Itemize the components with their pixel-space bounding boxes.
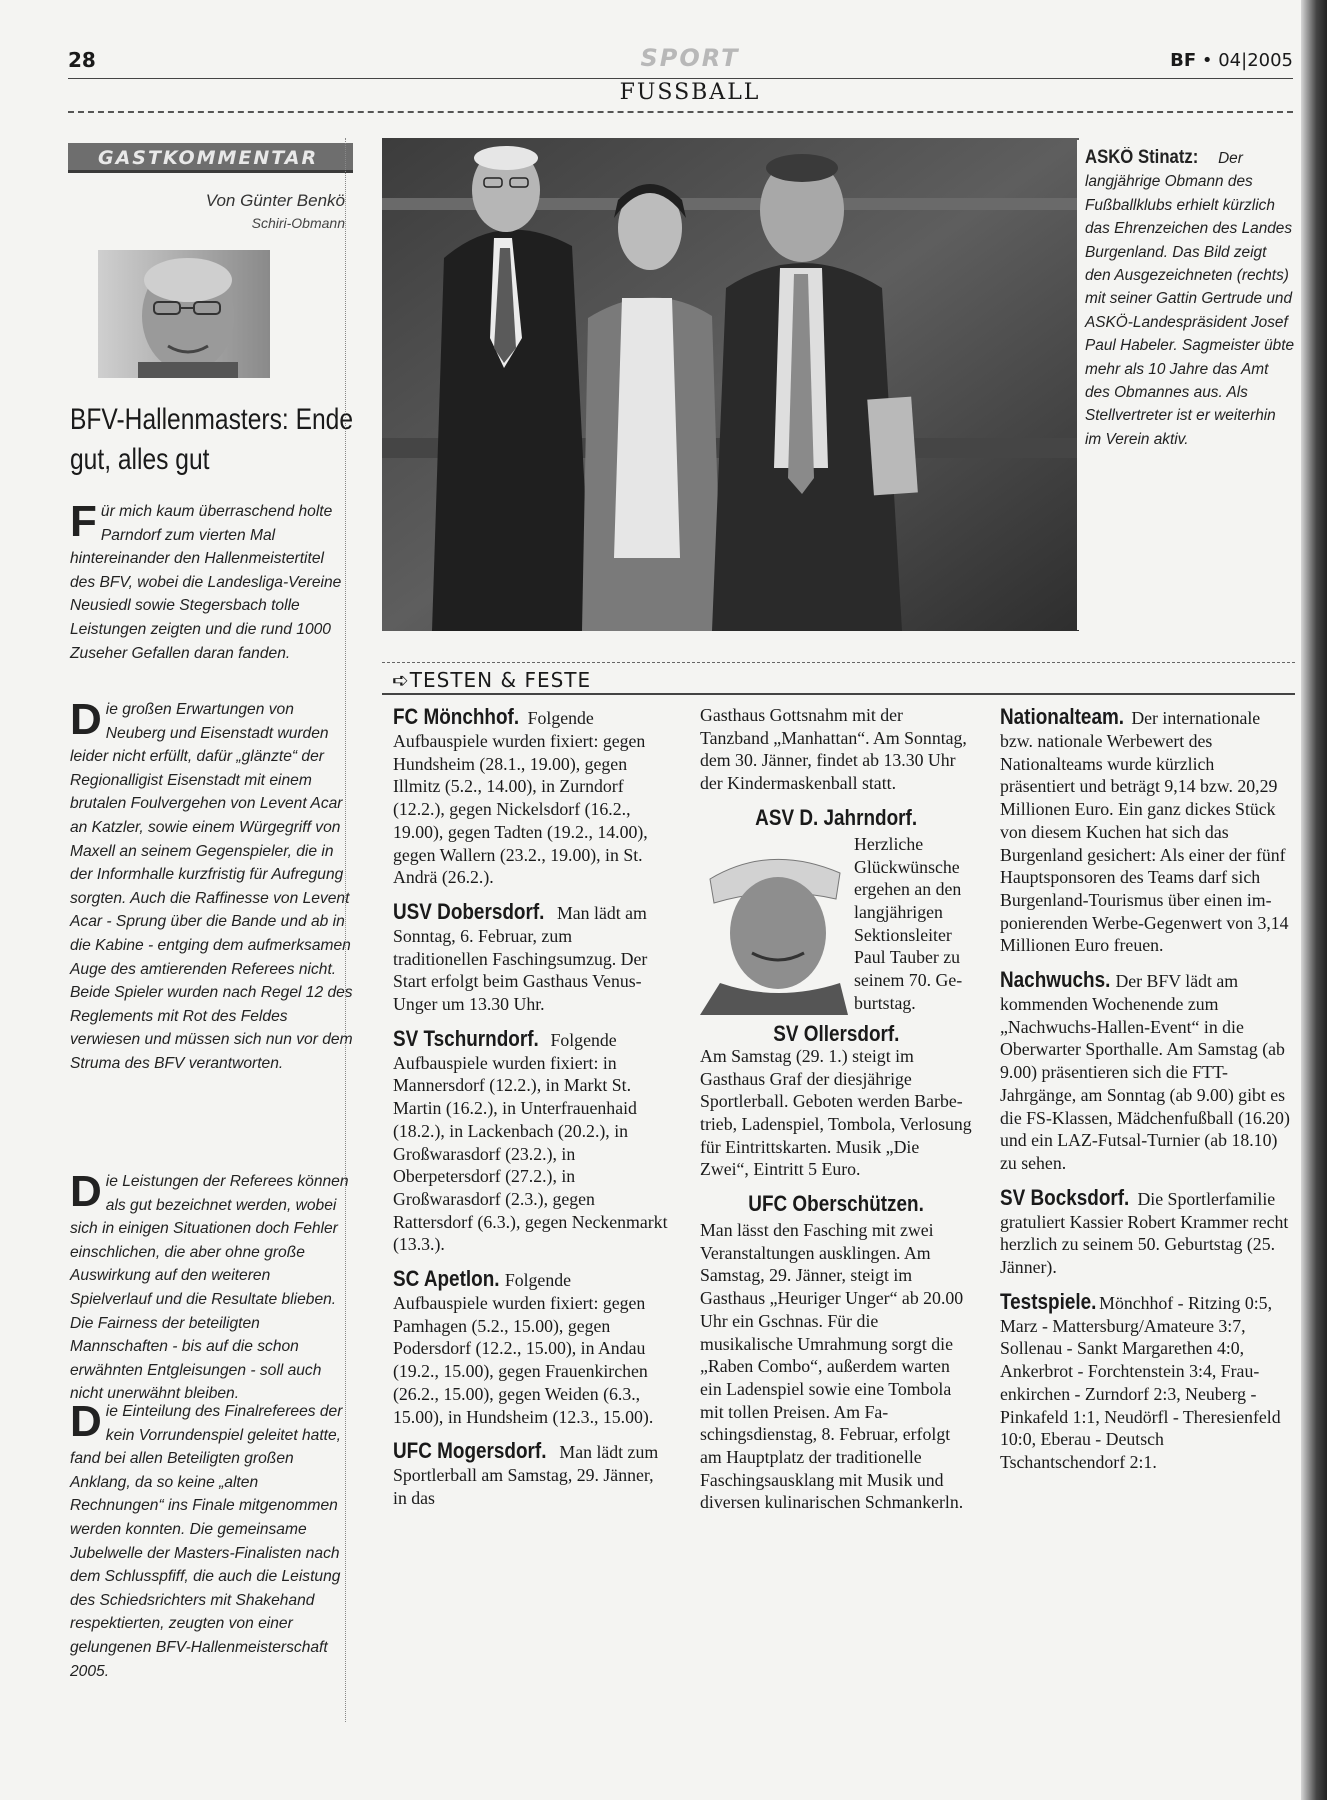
commentary-paragraph — [70, 695, 353, 1076]
news-headline-text: ASV D. Jahrndorf. — [755, 804, 917, 830]
author-name: Von Günter Benkö — [205, 191, 345, 210]
news-headline: Nachwuchs. — [1000, 967, 1111, 993]
news-item — [1000, 1289, 1290, 1474]
news-item — [393, 1266, 668, 1428]
paragraph-text: ür mich kaum überraschend holte Parndorf zum vierten Mal hintereinander den Hallenmeistertitel des BFV, wobei die Landesliga-Vereine Neusiedl sowie Stegersbach tolle Leistungen zeigten und die rund 1000 Zuseher Gefallen daran fanden. — [70, 503, 342, 662]
section-title: SPORT — [640, 44, 740, 72]
news-headline — [700, 1021, 972, 1047]
news-text: Folgende Aufbauspiele wurden fixiert: gegen Hundsheim (28.1., 19.00), gegen Illmitz (5.2., 14.00), in Zurndorf (12.2.), gegen Nickelsdorf (16.2., 19.00), gegen Tadten (19.2., 14.00), gegen Wallern (23.2., 19.00), in St. Andrä (26.2.). — [393, 708, 648, 888]
news-text: Am Samstag (29. 1.) steigt im Gasthaus Graf der diesjährige Sportlerball. Geboten werden Barbetrieb, Ladenspiel, Tombola, Verlosung für Eintrittskarten. Musik „Die Zwei“, Eintritt 5 Euro. — [700, 1045, 972, 1180]
news-text: Man lädt zum Sportlerball am Samstag, 29. Jänner, in das — [393, 1442, 659, 1508]
commentary-title: BFV-Hallenmasters: Ende gut, alles gut — [70, 403, 354, 476]
publication-name: BF — [1170, 50, 1197, 71]
section-rule — [382, 693, 1295, 695]
paragraph-text: ie großen Erwartungen von Neuberg und Eisenstadt wurden leider nicht erfüllt, dafür „glänzte“ der Regionalligist Eisenstadt mit einem brutalen Foulvergehen von Levent Acar an Katzler, sowie einem Würgegriff von Maxell an seinem Gegenspieler, die in der Informhalle kurzfristig für Aufregung sorgten. Auch die Raffinesse von Levent Acar - Sprung über die Bande und ab in die Kabine - entging dem aufmerksamen Auge des amtierenden Referees nicht. Beide Spieler wurden nach Regel 12 des Reglements mit Rot des Feldes verwiesen und müssen sich nun vor dem Struma des BFV verantworten. — [70, 701, 353, 1072]
author-block — [206, 190, 345, 234]
commentary-tag: GASTKOMMENTAR — [68, 143, 353, 173]
paragraph-text: ie Einteilung des Finalreferees der kein Vorrundenspiel geleitet hatte, fand bei allen Beteiligten großen Anklang, da so keine „alten Rechnungen“ ins Finale mitgenommen werden konnten. Die gemeinsame Jubelwelle der Masters-Finalisten nach dem Schlusspfiff, die auch die Leistung des Schiedsrichters mit Shakehand respektierten, zeugten von einer gelungenen BFV-Hallenmeisterschaft 2005. — [70, 1403, 343, 1680]
news-text: Die Sportlerfamilie gratuliert Kassier Robert Krammer recht herzlich zu seinem 50. Geburtstag (25. Jänner). — [1000, 1188, 1289, 1278]
author-role: Schiri-Obmann — [251, 215, 345, 231]
news-headline-text: SV Ollersdorf. — [772, 1020, 900, 1046]
news-item — [1000, 967, 1290, 1175]
news-headline-text: UFC Oberschützen. — [748, 1191, 924, 1217]
guest-commentary — [68, 138, 355, 1738]
news-item — [393, 899, 668, 1016]
photo-caption — [1077, 140, 1303, 630]
section-heading — [392, 668, 591, 692]
news-photo — [382, 138, 1079, 631]
news-column-3 — [1000, 704, 1290, 1484]
portrait-photo — [700, 833, 848, 1015]
commentary-paragraph — [70, 1167, 353, 1406]
section-dashed-rule — [382, 662, 1295, 663]
news-column-1 — [393, 704, 668, 1520]
news-text: Man lässt den Fasching mit zwei Veranstaltungen ausklingen. Am Samstag, 29. Jänner, steigt im Gasthaus „Heuriger Unger“ ab 20.00 Uhr ein Gschnas. Für die musikalische Umrahmung sorgt die „Raben Combo“, außerdem warten ein Ladenspiel sowie eine Tombola mit tollen Preisen. Am Faschingsdienstag, 8. Februar, erfolgt am Hauptplatz der traditionelle Faschingsausklang mit Musik und diversen kulinarischen Schmankerln. — [700, 1220, 964, 1513]
column-divider — [345, 138, 346, 1722]
news-headline: SV Tschurndorf. — [393, 1025, 539, 1051]
news-headline: USV Dobersdorf. — [393, 898, 545, 924]
header-rule — [68, 78, 1293, 79]
news-item — [1000, 704, 1290, 957]
news-item — [393, 704, 668, 889]
arrow-icon: ➪ — [392, 668, 410, 692]
drop-cap: D — [70, 1167, 102, 1216]
news-item — [700, 833, 972, 1015]
bullet: • — [1201, 50, 1213, 71]
news-headline: SC Apetlon. — [393, 1266, 500, 1292]
subsection-title: FUSSBALL — [619, 80, 761, 105]
news-column-2 — [700, 704, 972, 1524]
news-item — [393, 1438, 668, 1509]
news-headline: Nationalteam. — [1000, 704, 1125, 729]
drop-cap: D — [70, 1397, 102, 1446]
section-heading-text: TESTEN & FESTE — [409, 668, 592, 692]
issue-info — [1170, 50, 1293, 71]
caption-text: Der langjährige Obmann des Fußballklubs erhielt kürzlich das Ehrenzeichen des Landes Burgenland. Das Bild zeigt den Ausgezeichneten (rechts) mit seiner Gattin Gertrude und ASKÖ-Landespräsident Josef Paul Habeler. Sagmeister übte mehr als 10 Jahre das Amt des Obmannes aus. Als Stellvertreter ist er weiterhin im Verein aktiv. — [1085, 150, 1295, 448]
page-number: 28 — [68, 48, 96, 72]
news-text: Folgende Aufbauspiele wurden fixiert: in Mannersdorf (12.2.), in Markt St. Martin (16.2.), in Unterfrauenhaid (18.2.), in Lackenbach (20.2.), in Großwarasdorf (23.2.), in Oberpetersdorf (27.2.), in Großwarasdorf (2.3.), gegen Rattersdorf (6.3.), gegen Neckenmarkt (13.3.). — [393, 1029, 668, 1255]
header-dashed-rule — [68, 111, 1293, 113]
news-text: Der internationale bzw. nationale Werbewert des Nationalteams wurde kürzlich präsentiert und beträgt 9,14 bzw. 20,29 Millionen Euro. Ein ganz dickes Stück von diesem Kuchen hat sich das Burgenland gesichert: Als einer der fünf Hauptsponsoren des Teams darf sich Burgenland-Tourismus über einen imponierenden Werbe-Gegenwert von 3,14 Millionen Euro freuen. — [1000, 708, 1289, 956]
news-text: Der BFV lädt am kommenden Wochenende zum „Nachwuchs-Hallen-Event“ in die Oberwarter Sporthalle. Am Samstag (ab 9.00) präsentieren sich die FTT-Jahrgänge, am Sonntag (ab 9.00) gibt es die FS-Klassen, Mädchenfußball (16.20) und ein LAZ-Futsal-Turnier (ab 18.10) zu sehen. — [1000, 971, 1290, 1173]
drop-cap: F — [70, 497, 97, 546]
news-headline — [700, 1191, 972, 1217]
paragraph-text: ie Leistungen der Referees können als gut bezeichnet werden, wobei sich in einigen Situationen doch Fehler einschlichen, die aber ohne große Auswirkung auf den weiteren Spielverlauf und die Resultate blieben. Die Fairness der beteiligten Mannschaften - bis auf die schon erwähnten Entgleisungen - soll auch nicht unerwähnt bleiben. — [70, 1173, 349, 1403]
news-headline: SV Bocksdorf. — [1000, 1184, 1130, 1210]
news-item — [1000, 1185, 1290, 1279]
news-continuation: Gasthaus Gottsnahm mit der Tanzband „Manhattan“. Am Sonntag, dem 30. Jänner, findet ab 13.30 Uhr der Kindermaskenball statt. — [700, 705, 967, 794]
news-headline: UFC Mogersdorf. — [393, 1438, 547, 1464]
caption-lead: ASKÖ Stinatz: — [1085, 147, 1199, 168]
commentary-paragraph — [70, 1397, 353, 1683]
author-portrait — [98, 250, 270, 378]
news-headline: Testspiele. — [1000, 1288, 1097, 1314]
news-text: Man lädt am Sonntag, 6. Februar, zum traditionellen Faschingsumzug. Der Start erfolgt beim Gasthaus Venus-Unger um 13.30 Uhr. — [393, 902, 648, 1015]
scan-edge-shadow — [1301, 0, 1327, 1800]
drop-cap: D — [70, 695, 102, 744]
news-headline: FC Mönchhof. — [393, 704, 520, 729]
news-text: Folgende Aufbauspiele wurden fixiert: gegen Pamhagen (5.2., 15.00), gegen Podersdorf (12.2., 15.00), in Andau (19.2., 15.00), gegen Frauenkirchen (26.2., 15.00), gegen Weiden (6.3., 15.00), in Hundsheim (12.3., 15.00). — [393, 1270, 654, 1427]
news-text: Mönchhof - Ritzing 0:5, Marz - Mattersburg/Amateure 3:7, Sollenau - Sankt Margarethen 4:0, Ankerbrot - Forchtenstein 3:4, Frauenkirchen - Zurndorf 2:3, Neuberg - Pinkafeld 1:1, Neudörfl - Theresienfeld 10:0, Eberau - Deutsch Tschantschendorf 2:1. — [1000, 1292, 1281, 1472]
news-item — [393, 1026, 668, 1256]
news-headline — [700, 805, 972, 831]
commentary-paragraph — [70, 497, 353, 665]
news-text: Herzliche Glückwünsche ergehen an den langjährigen Sektionsleiter Paul Tauber zu seinem 70. Geburtstag. — [854, 833, 963, 1013]
issue-number: 04|2005 — [1218, 50, 1293, 71]
